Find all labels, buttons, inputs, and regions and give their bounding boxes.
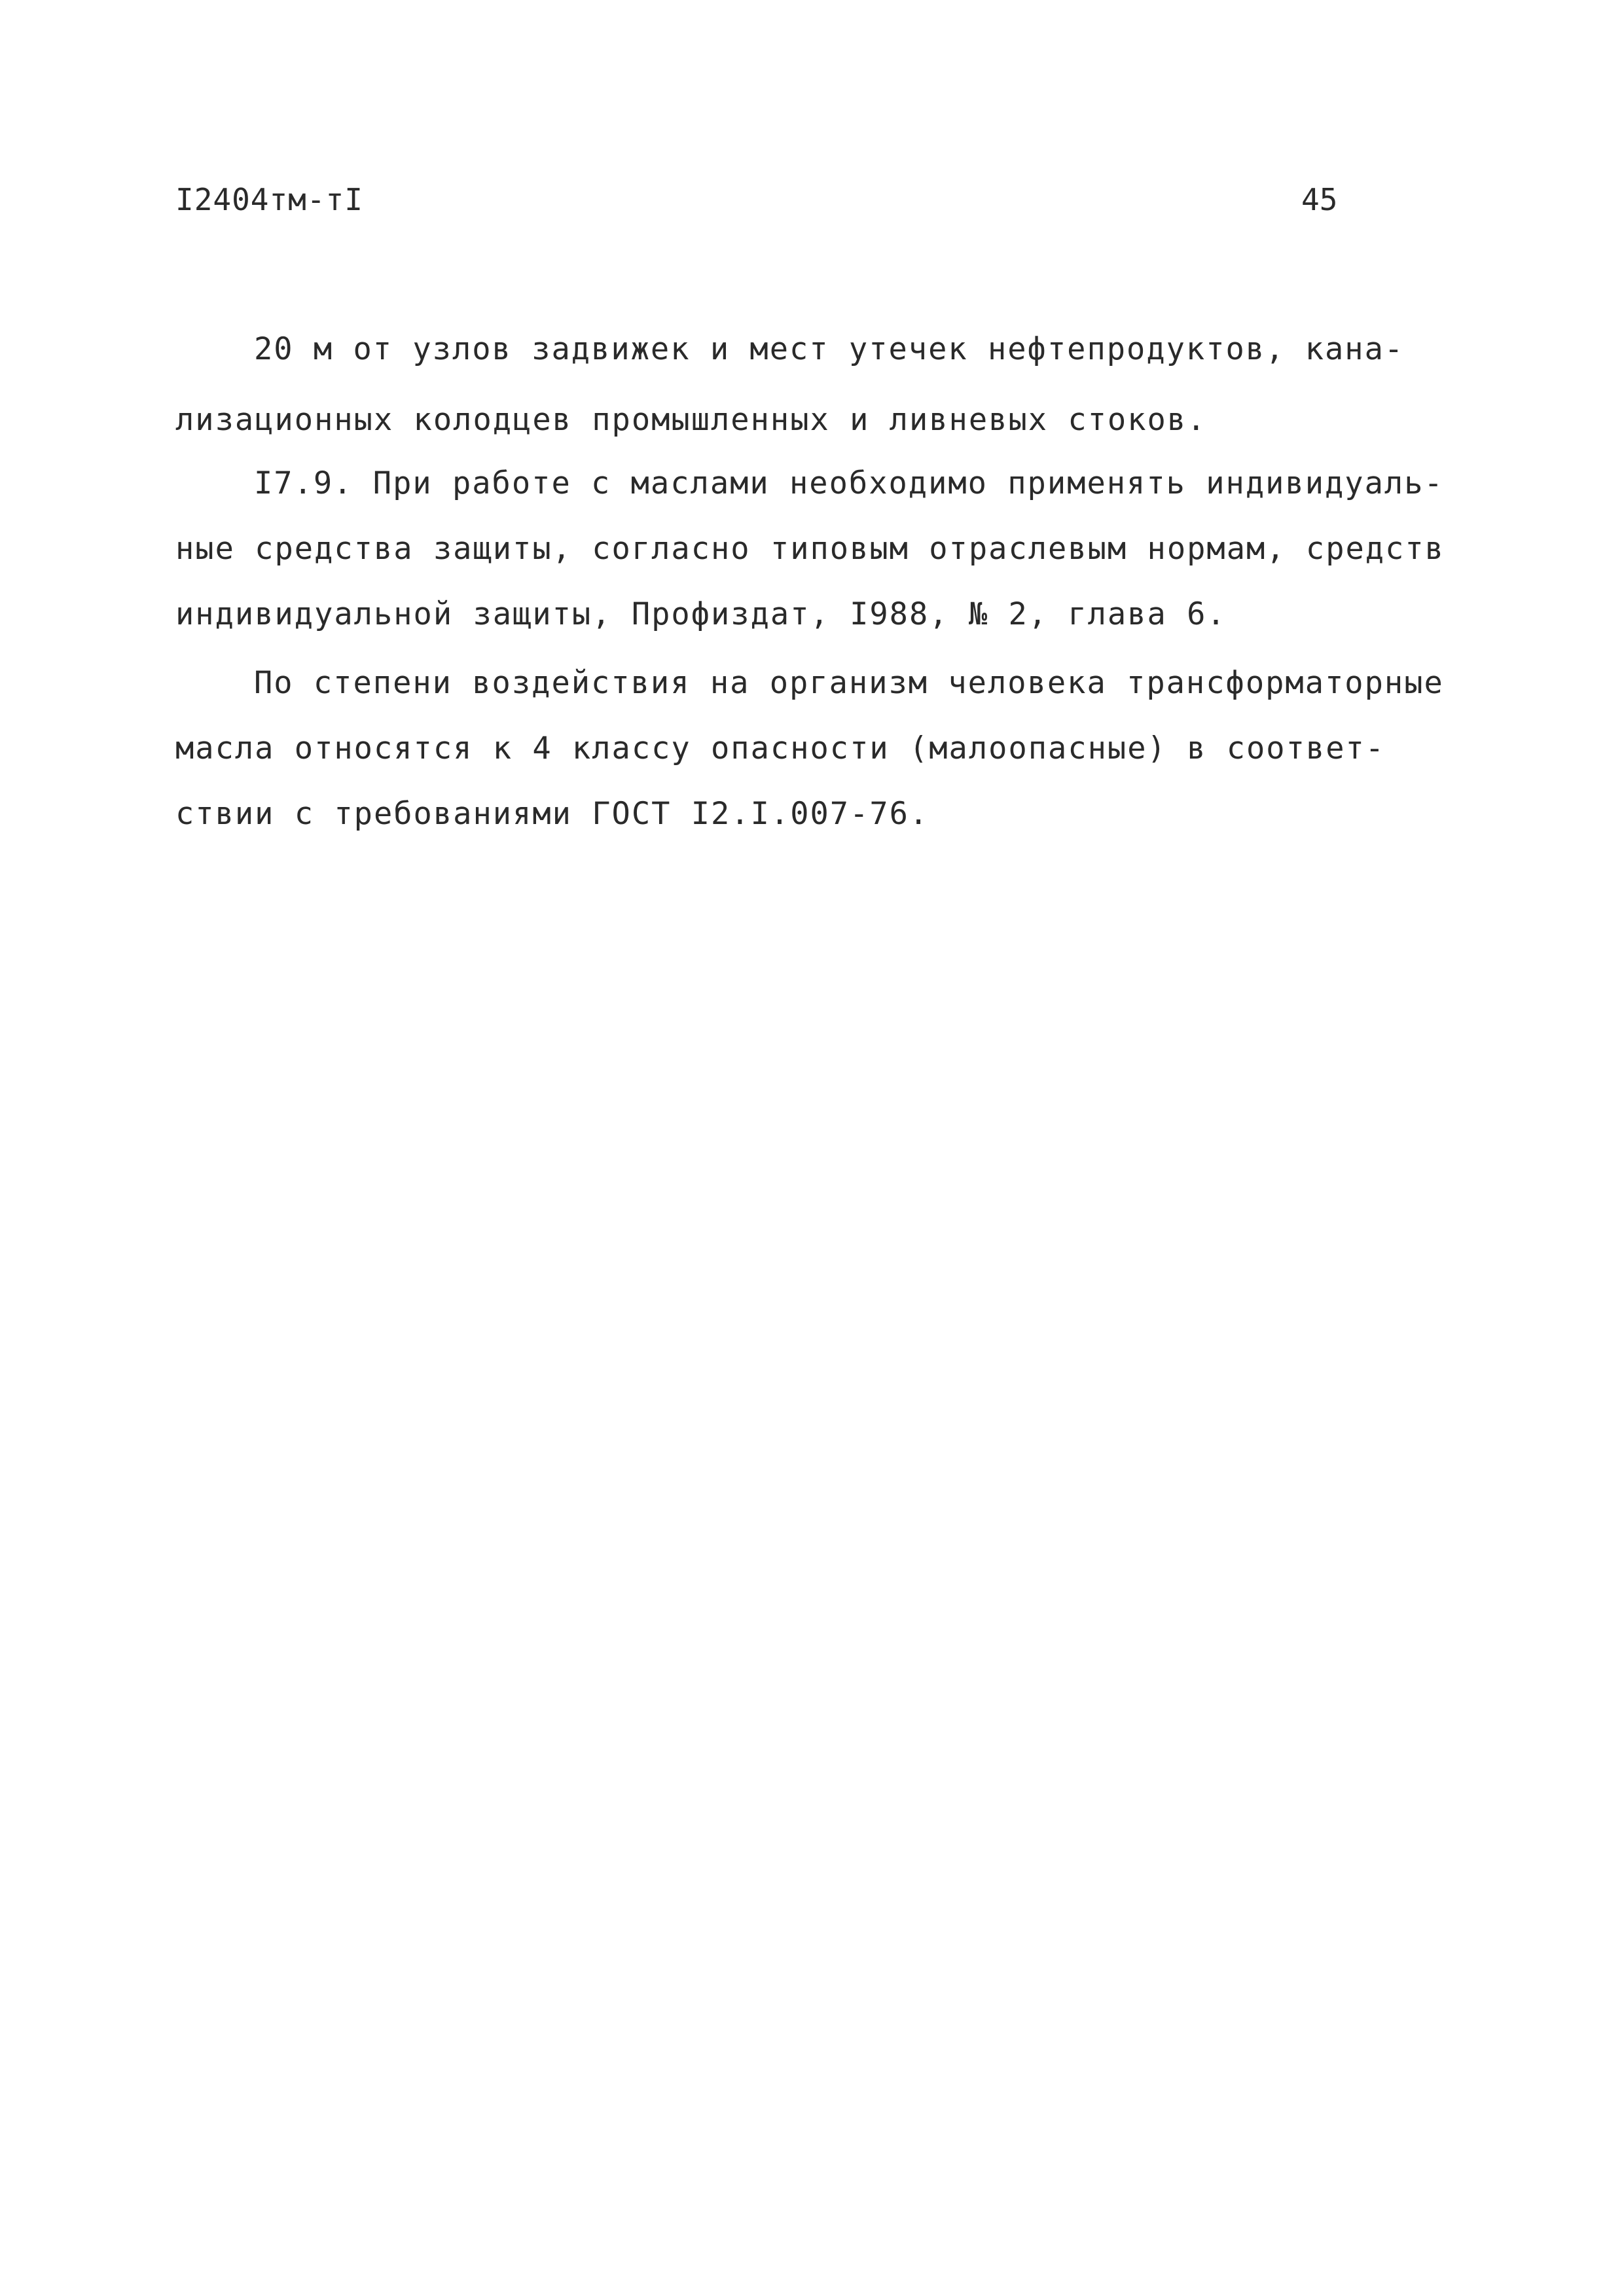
paragraph-line: 20 м от узлов задвижек и мест утечек нефтепродуктов, кана-: [254, 331, 1405, 367]
paragraph-line: I7.9. При работе с маслами необходимо применять индивидуаль-: [254, 465, 1444, 501]
paragraph-line: По степени воздействия на организм человека трансформаторные: [254, 665, 1444, 701]
document-code: I2404тм-тI: [175, 182, 363, 217]
page-number: 45: [1301, 182, 1338, 217]
paragraph-line: ствии с требованиями ГОСТ I2.I.007-76.: [175, 796, 929, 832]
paragraph-line: лизационных колодцев промышленных и ливневых стоков.: [175, 402, 1207, 438]
paragraph-line: масла относятся к 4 классу опасности (малоопасные) в соответ-: [175, 730, 1386, 766]
paragraph-line: ные средства защиты, согласно типовым отраслевым нормам, средств: [175, 531, 1445, 567]
paragraph-line: индивидуальной защиты, Профиздат, I988, № 2, глава 6.: [175, 596, 1227, 632]
